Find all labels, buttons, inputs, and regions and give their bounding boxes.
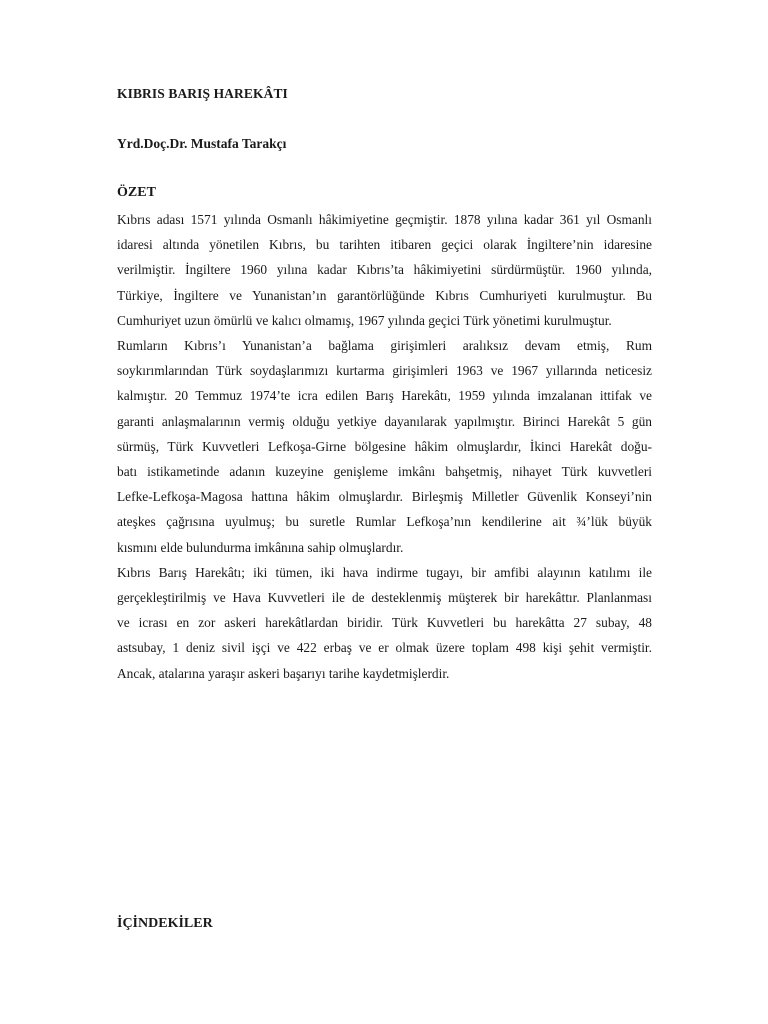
paragraph-line: Lefke-Lefkoşa-Magosa hattına hâkim olmuşlardır. Birleşmiş Milletler Güvenlik Konseyi’nin [117, 489, 652, 505]
paragraph-line: kısmını elde bulundurma imkânına sahip olmuşlardır. [117, 539, 404, 555]
paragraph-line: soykırımlarından Türk soydaşlarımızı kurtarma girişimleri 1963 ve 1967 yıllarında neticesiz [117, 363, 652, 379]
paragraph-line: Cumhuriyet uzun ömürlü ve kalıcı olmamış, 1967 yılında geçici Türk yönetimi kurulmuştur. [117, 312, 612, 328]
document-title: KIBRIS BARIŞ HAREKÂTI [117, 86, 288, 101]
paragraph-line: batı istikametinde adanın kuzeyine genişleme imkânı bahşetmiş, nihayet Türk kuvvetleri [117, 464, 652, 480]
abstract-body [117, 207, 652, 686]
abstract-paragraph-2 [117, 333, 652, 560]
paragraph-line: astsubay, 1 deniz sivil işçi ve 422 erbaş ve er olmak üzere toplam 498 kişi şehit vermiştir. [117, 640, 652, 656]
abstract-heading: ÖZET [117, 185, 156, 200]
paragraph-line: kalmıştır. 20 Temmuz 1974’te icra edilen Barış Harekâtı, 1959 yılında imzalanan ittifak ve [117, 388, 652, 404]
paragraph-line: ateşkes çağrısına uyulmuş; bu suretle Rumlar Lefkoşa’nın kendilerine ait ¾’lük büyük [117, 514, 652, 530]
paragraph-line: idaresi altında yönetilen Kıbrıs, bu tarihten itibaren geçici olarak İngiltere’nin idaresine [117, 237, 652, 253]
paragraph-line: garanti anlaşmalarının vermiş olduğu yetkiye dayanılarak yapılmıştır. Birinci Harekât 5 gün [117, 413, 652, 429]
author-name: Yrd.Doç.Dr. Mustafa Tarakçı [117, 136, 287, 151]
abstract-paragraph-3 [117, 560, 652, 686]
paragraph-line: Türkiye, İngiltere ve Yunanistan’ın garantörlüğünde Kıbrıs Cumhuriyeti kurulmuştur. Bu [117, 287, 652, 303]
paragraph-line: ve icrası en zor askeri harekâtlardan biridir. Türk Kuvvetleri bu harekâtta 27 subay, 48 [117, 615, 652, 631]
paragraph-line: Rumların Kıbrıs’ı Yunanistan’a bağlama girişimleri aralıksız devam etmiş, Rum [117, 338, 652, 354]
abstract-paragraph-1 [117, 207, 652, 333]
table-of-contents-heading: İÇİNDEKİLER [117, 916, 213, 931]
paragraph-line: gerçekleştirilmiş ve Hava Kuvvetleri ile de desteklenmiş müşterek bir harekâttır. Planlanması [117, 590, 652, 606]
paragraph-line: sürmüş, Türk Kuvvetleri Lefkoşa-Girne bölgesine hâkim olmuşlardır, İkinci Harekât doğu- [117, 438, 652, 454]
paragraph-line: Kıbrıs adası 1571 yılında Osmanlı hâkimiyetine geçmiştir. 1878 yılına kadar 361 yıl Osmanlı [117, 212, 652, 227]
paragraph-line: Kıbrıs Barış Harekâtı; iki tümen, iki hava indirme tugayı, bir amfibi alayının katılımı ile [117, 564, 652, 580]
paragraph-line: Ancak, atalarına yaraşır askeri başarıyı tarihe kaydetmişlerdir. [117, 665, 450, 681]
paragraph-line: verilmiştir. İngiltere 1960 yılına kadar Kıbrıs’ta hâkimiyetini sürdürmüştür. 1960 yılında, [117, 262, 652, 278]
